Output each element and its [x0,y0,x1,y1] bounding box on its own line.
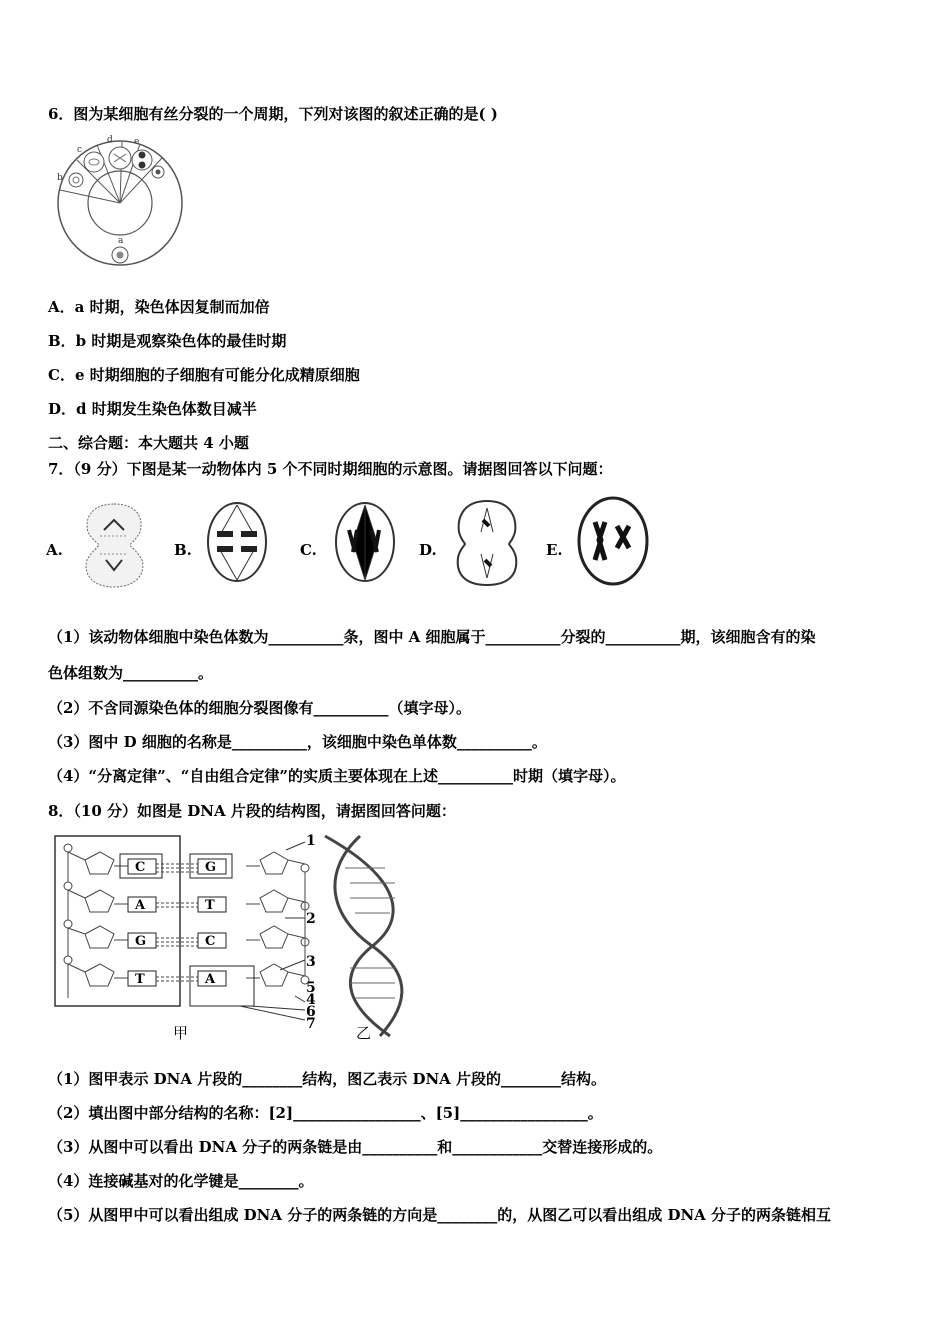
base-left-1: C [135,860,146,875]
label-6: 6 [306,1004,316,1020]
label-e: e [134,137,140,147]
dna-structure-figure [50,828,430,1043]
q8-sub1: （1）图甲表示 DNA 片段的________结构，图乙表示 DNA 片段的________结构。 [48,1070,607,1088]
base-left-3: G [135,934,147,949]
cell-label-c: C. [300,541,317,559]
base-right-1: G [205,860,217,875]
label-1: 1 [306,833,316,849]
cell-label-b: B. [174,541,192,559]
q8-sub4: （4）连接碱基对的化学键是________。 [48,1172,314,1190]
q7-sub2: （2）不含同源染色体的细胞分裂图像有__________（填字母）。 [48,699,471,717]
base-right-4: A [205,972,216,987]
q7-stem: 7．（9 分）下图是某一动物体内 5 个不同时期细胞的示意图。请据图回答以下问题： [48,460,613,478]
cell-e-figure [575,494,655,589]
label-5: 5 [306,980,316,996]
cell-c-figure [333,500,398,585]
cell-a-figure [82,500,147,590]
label-a: a [118,236,124,246]
label-jia: 甲 [173,1024,189,1042]
cell-d-figure [453,498,521,588]
label-d: d [107,135,113,145]
base-left-2: A [135,898,146,913]
cell-b-figure [205,500,270,585]
section-heading: 二、综合题：本大题共 4 小题 [48,434,249,452]
label-yi: 乙 [356,1024,372,1042]
cell-label-a: A. [46,541,63,559]
label-c: c [77,145,83,155]
label-2: 2 [306,911,316,927]
q7-sub1-line2: 色体组数为__________。 [48,664,214,682]
base-right-2: T [205,898,215,913]
q6-stem: 6．图为某细胞有丝分裂的一个周期，下列对该图的叙述正确的是( ) [48,105,498,123]
q8-sub3: （3）从图中可以看出 DNA 分子的两条链是由__________和____________交替连接形成的。 [48,1138,663,1156]
q8-stem: 8．（10 分）如图是 DNA 片段的结构图，请据图回答问题： [48,802,456,820]
q7-sub3: （3）图中 D 细胞的名称是__________，该细胞中染色单体数__________。 [48,733,547,751]
q7-sub1-line1: （1）该动物体细胞中染色体数为__________条，图中 A 细胞属于__________分裂的__________期，该细胞含有的染 [48,628,816,646]
cell-c-icon [84,152,104,172]
base-left-4: T [135,972,145,987]
q7-sub4: （4）“分离定律”、“自由组合定律”的实质主要体现在上述__________时期（填字母）。 [48,767,626,785]
q6-option-d: D．d 时期发生染色体数目减半 [48,400,257,418]
q8-sub2: （2）填出图中部分结构的名称：[2]_________________、[5]_________________。 [48,1104,603,1122]
q6-option-a: A．a 时期，染色体因复制而加倍 [48,298,270,316]
base-right-3: C [205,934,216,949]
label-4: 4 [306,992,316,1008]
cell-label-e: E. [546,541,563,559]
q6-option-c: C．e 时期细胞的子细胞有可能分化成精原细胞 [48,366,360,384]
label-b: b [57,173,63,183]
q6-option-b: B．b 时期是观察染色体的最佳时期 [48,332,287,350]
label-7: 7 [306,1016,316,1032]
cell-b-icon [69,173,83,187]
label-3: 3 [306,954,316,970]
cell-cycle-figure [52,130,187,270]
cell-label-d: D. [419,541,437,559]
q8-sub5: （5）从图甲中可以看出组成 DNA 分子的两条链的方向是________的，从图乙可以看出组成 DNA 分子的两条链相互 [48,1206,832,1224]
